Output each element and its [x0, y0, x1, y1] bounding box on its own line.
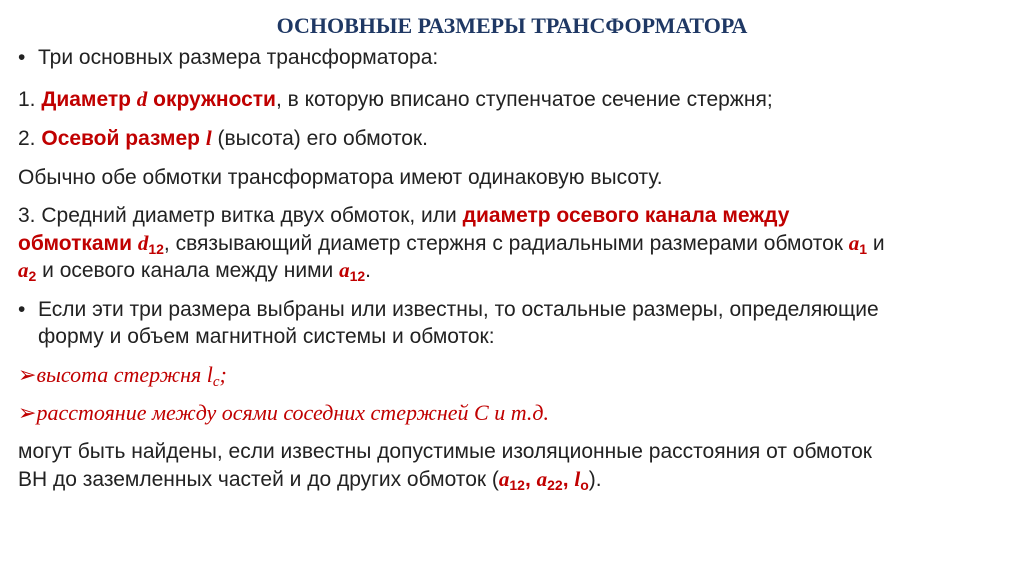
item-1-term-b: окружности: [147, 88, 276, 111]
arrow-1-symbol: l: [206, 362, 213, 387]
item-1: [18, 86, 773, 113]
bullet-2-text-a: Если эти три размера выбраны или известны, то остальные размеры, определяющие: [38, 298, 879, 321]
item-3-sym-a2: a: [18, 258, 29, 282]
item-3-term-b: обмотками: [18, 232, 138, 255]
item-3-number: 3.: [18, 204, 42, 227]
item-2: [18, 125, 428, 152]
item-3-text-c: и: [867, 232, 885, 255]
item-1-rest: , в которую вписано ступенчатое сечение стержня;: [275, 88, 773, 111]
item-1-symbol: d: [136, 87, 148, 111]
intro-text: Три основных размера трансформатора:: [38, 46, 439, 69]
arrow-item-2: [18, 400, 549, 427]
final-text: ВН до заземленных частей и до других обмоток (: [18, 468, 499, 491]
final-line-2: [18, 466, 602, 493]
item-2-number: 2.: [18, 127, 42, 150]
final-end: ).: [588, 468, 602, 491]
item-3-sym-a12: a: [339, 258, 350, 282]
item-3-line-3: [18, 257, 371, 284]
item-2-rest: (высота) его обмоток.: [211, 127, 428, 150]
item-3-line-2: [18, 230, 885, 257]
item-2-term: Осевой размер: [41, 127, 206, 150]
item-3-sub-d: 12: [148, 241, 164, 257]
arrow-1-end: ;: [219, 362, 227, 387]
item-3-sub-a1: 1: [859, 241, 868, 257]
arrow-1-text: высота стержня: [36, 362, 207, 387]
final-sym-1: a: [498, 467, 510, 491]
item-3-sym-a1: a: [848, 231, 860, 255]
final-sym-2: a: [536, 467, 548, 491]
arrow-bullet-icon: ➢: [18, 362, 37, 387]
arrow-1-sub: c: [212, 374, 220, 390]
bullet-marker: •: [18, 46, 26, 69]
item-1-term-a: Диаметр: [41, 88, 137, 111]
arrow-2-text: расстояние между осями соседних стержней С и т.д.: [36, 400, 550, 425]
final-sep-2: ,: [562, 468, 575, 491]
item-2-symbol: l: [205, 126, 212, 150]
item-3-line-1: [18, 203, 789, 229]
item-3-sym-d: d: [137, 231, 149, 255]
arrow-2-marker: [18, 400, 36, 425]
intro-bullet: [18, 45, 438, 71]
final-sym-3: l: [574, 467, 581, 491]
item-3-text-b: , связывающий диаметр стержня с радиальными размерами обмоток: [163, 232, 849, 255]
arrow-item-1: [18, 362, 227, 389]
final-sub-2: 22: [547, 477, 563, 493]
item-3-text-a: Средний диаметр витка двух обмоток, или: [41, 204, 463, 227]
item-1-number: 1.: [18, 88, 42, 111]
item-3-sub-a2: 2: [28, 268, 37, 284]
final-sep-1: ,: [524, 468, 537, 491]
arrow-bullet-icon: ➢: [18, 400, 37, 425]
bullet-marker: •: [18, 298, 26, 321]
item-3-text-e: .: [365, 259, 372, 282]
item-3-term-a: диаметр осевого канала между: [462, 204, 790, 227]
final-sub-3: o: [580, 477, 589, 493]
item-3-text-d: и осевого канала между ними: [36, 259, 340, 282]
bullet-2-line-2: форму и объем магнитной системы и обмоток:: [38, 325, 495, 348]
final-sub-1: 12: [509, 477, 525, 493]
final-line-1: могут быть найдены, если известны допустимые изоляционные расстояния от обмоток: [18, 440, 872, 463]
note-line: Обычно обе обмотки трансформатора имеют одинаковую высоту.: [18, 166, 663, 189]
arrow-1-marker: [18, 362, 36, 387]
bullet-2-line-1: [18, 297, 879, 323]
page-title: ОСНОВНЫЕ РАЗМЕРЫ ТРАНСФОРМАТОРА: [276, 13, 748, 38]
item-3-sub-a12: 12: [349, 268, 366, 284]
